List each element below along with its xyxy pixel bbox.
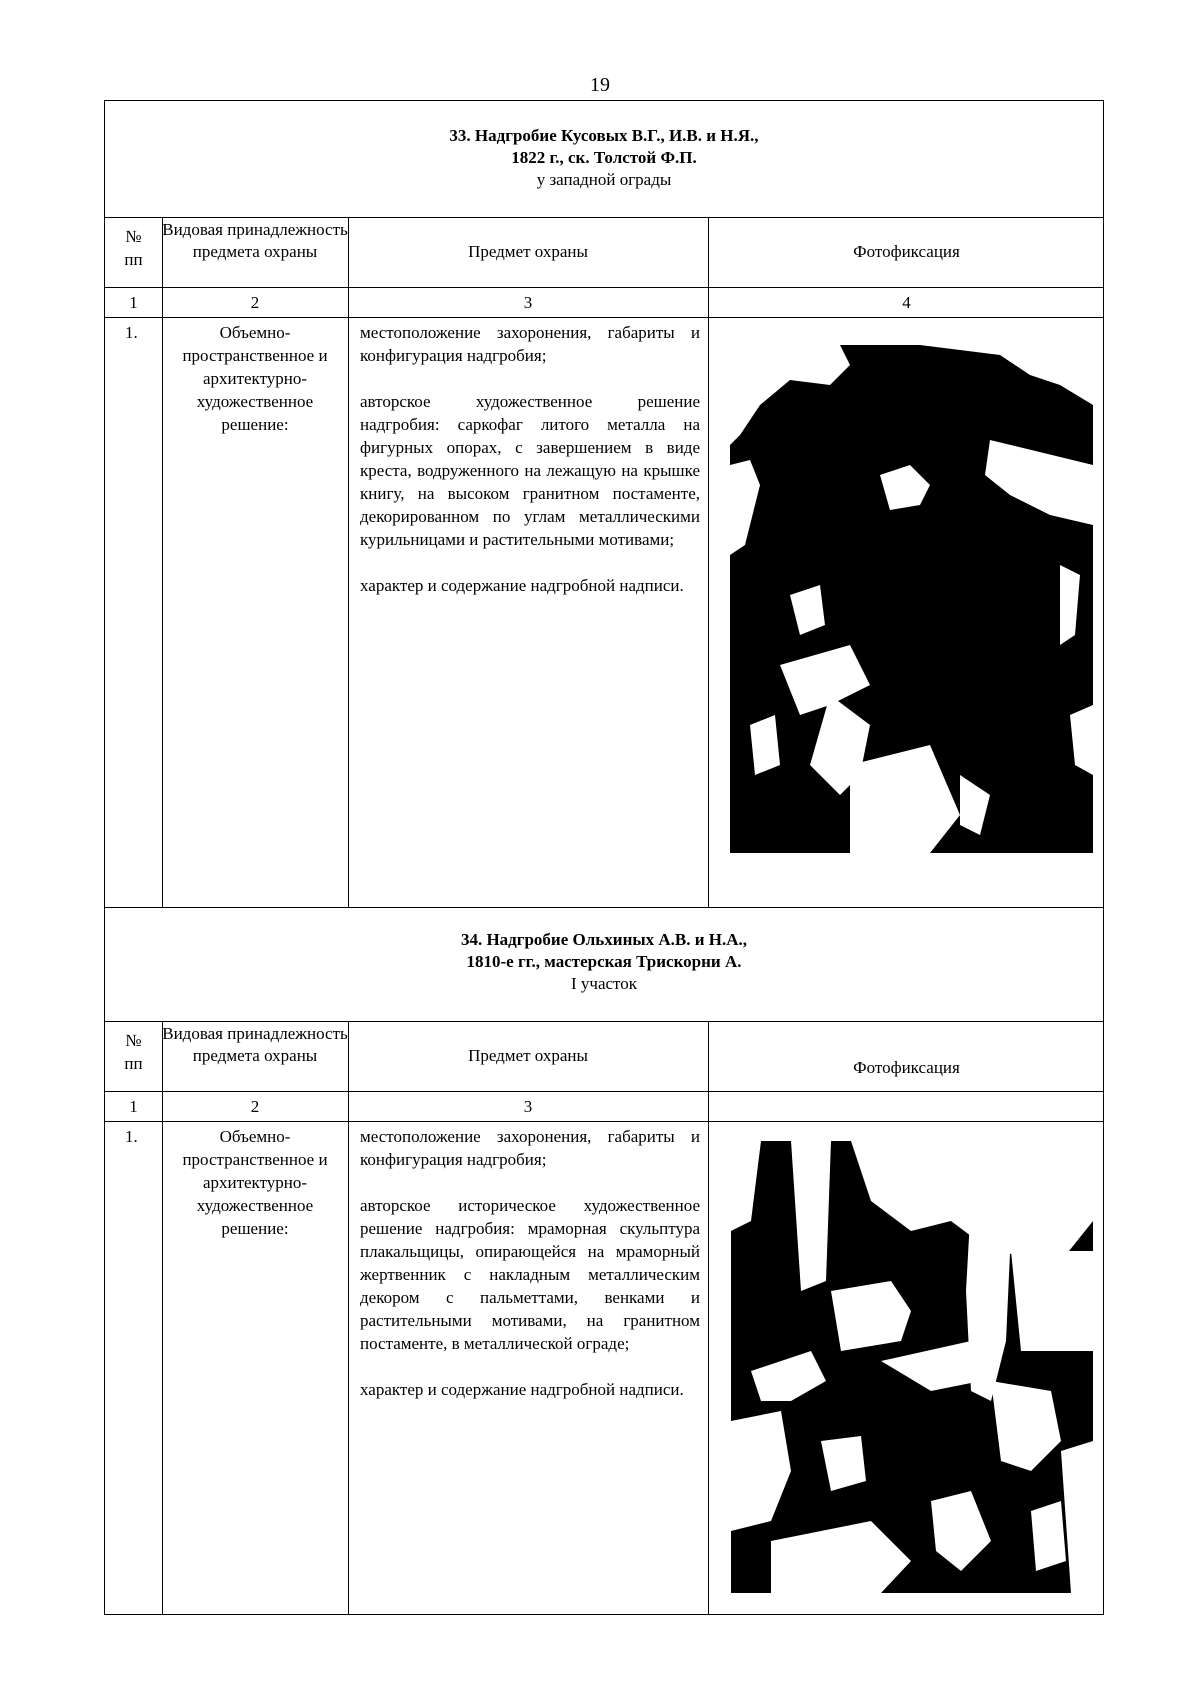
row-number: 1. <box>125 1127 138 1146</box>
object-33-location: у западной ограды <box>536 170 672 189</box>
col-header-type: Видовая принадлежность предмета охраны <box>162 220 348 261</box>
subject-paragraph: характер и содержание надгробной надписи. <box>360 1380 684 1399</box>
object-34-header <box>105 929 1103 995</box>
col-header-photo: Фотофиксация <box>853 1058 960 1077</box>
col-index: 1 <box>129 293 138 312</box>
subject-paragraph: характер и содержание надгробной надписи. <box>360 576 684 595</box>
subject-paragraph: авторское историческое художественное решение надгробия: мраморная скульптура плакальщицы, опирающейся на мраморный жертвенник с накладным металлическим декором с пальметтами, венками и растительными мотивами, на гранитном постаменте, в металлической ограде; <box>360 1196 700 1353</box>
object-33-title-line2: 1822 г., ск. Толстой Ф.П. <box>511 148 697 167</box>
protection-type: Объемно-пространственное и архитектурно-художественное решение: <box>182 1127 328 1238</box>
document-table <box>104 100 1104 1615</box>
subject-paragraph: авторское художественное решение надгробия: саркофаг литого металла на фигурных опорах, с завершением в виде креста, водруженного на лежащую на крышке книгу, на высоком гранитном постаменте, декорированном по углам металлическими курильницами и растительными мотивами; <box>360 392 700 549</box>
page-number: 19 <box>590 74 610 96</box>
subject-paragraph: местоположение захоронения, габариты и конфигурация надгробия; <box>360 323 700 365</box>
row-number: 1. <box>125 323 138 342</box>
protection-subject <box>360 1125 700 1424</box>
protection-type: Объемно-пространственное и архитектурно-художественное решение: <box>182 323 328 434</box>
col-header-subject: Предмет охраны <box>468 242 588 261</box>
col-index: 2 <box>250 293 260 312</box>
col-header-type: Видовая принадлежность предмета охраны <box>162 1024 348 1065</box>
col-index: 3 <box>523 1097 533 1116</box>
col-header-subject: Предмет охраны <box>468 1046 588 1065</box>
object-33-title-line1: 33. Надгробие Кусовых В.Г., И.В. и Н.Я., <box>449 126 759 145</box>
object-34-title-line2: 1810-е гг., мастерская Трискорни А. <box>466 952 742 971</box>
protection-subject <box>360 321 700 620</box>
object-33-header <box>105 125 1103 191</box>
col-index: 2 <box>250 1097 260 1116</box>
subject-paragraph: местоположение захоронения, габариты и конфигурация надгробия; <box>360 1127 700 1169</box>
object-34-location: I участок <box>570 974 638 993</box>
col-index: 3 <box>523 293 533 312</box>
tombstone-photo <box>731 1141 1093 1593</box>
col-index: 4 <box>902 293 911 312</box>
col-index: 1 <box>129 1097 138 1116</box>
col-header-num: № пп <box>124 227 143 269</box>
object-34-title-line1: 34. Надгробие Ольхиных А.В. и Н.А., <box>460 930 748 949</box>
tombstone-photo <box>730 345 1093 853</box>
col-header-photo: Фотофиксация <box>853 242 960 261</box>
col-header-num: № пп <box>124 1031 143 1073</box>
